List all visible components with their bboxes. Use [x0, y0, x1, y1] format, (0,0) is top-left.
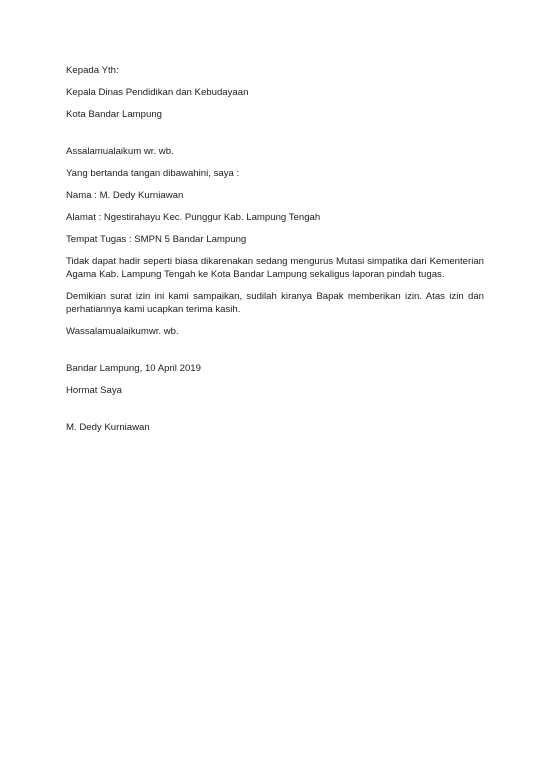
farewell-line: Wassalamualaikumwr. wb. [66, 326, 179, 337]
signature-name: M. Dedy Kurniawan [66, 422, 150, 433]
workplace-line: Tempat Tugas : SMPN 5 Bandar Lampung [66, 234, 247, 245]
name-line: Nama : M. Dedy Kurniawan [66, 190, 184, 201]
addressee-label: Kepada Yth: [66, 65, 119, 76]
recipient-city: Kota Bandar Lampung [66, 109, 163, 120]
regards-line: Hormat Saya [66, 385, 122, 396]
intro-line: Yang bertanda tangan dibawahini, saya : [66, 168, 240, 179]
recipient-title: Kepala Dinas Pendidikan dan Kebudayaan [66, 87, 249, 98]
place-date: Bandar Lampung, 10 April 2019 [66, 363, 201, 374]
opening-greeting: Assalamualaikum wr. wb. [66, 146, 174, 157]
closing-paragraph: Demikian surat izin ini kami sampaikan, sudilah kiranya Bapak memberikan izin. Atas izin dan perhatiannya kami ucapkan terima kasih. [66, 291, 484, 315]
body-paragraph: Tidak dapat hadir seperti biasa dikarenakan sedang mengurus Mutasi simpatika dari Kementerian Agama Kab. Lampung Tengah ke Kota Bandar Lampung sekaligus laporan pindah tugas. [66, 256, 484, 280]
address-line: Alamat : Ngestirahayu Kec. Punggur Kab. Lampung Tengah [66, 212, 321, 223]
